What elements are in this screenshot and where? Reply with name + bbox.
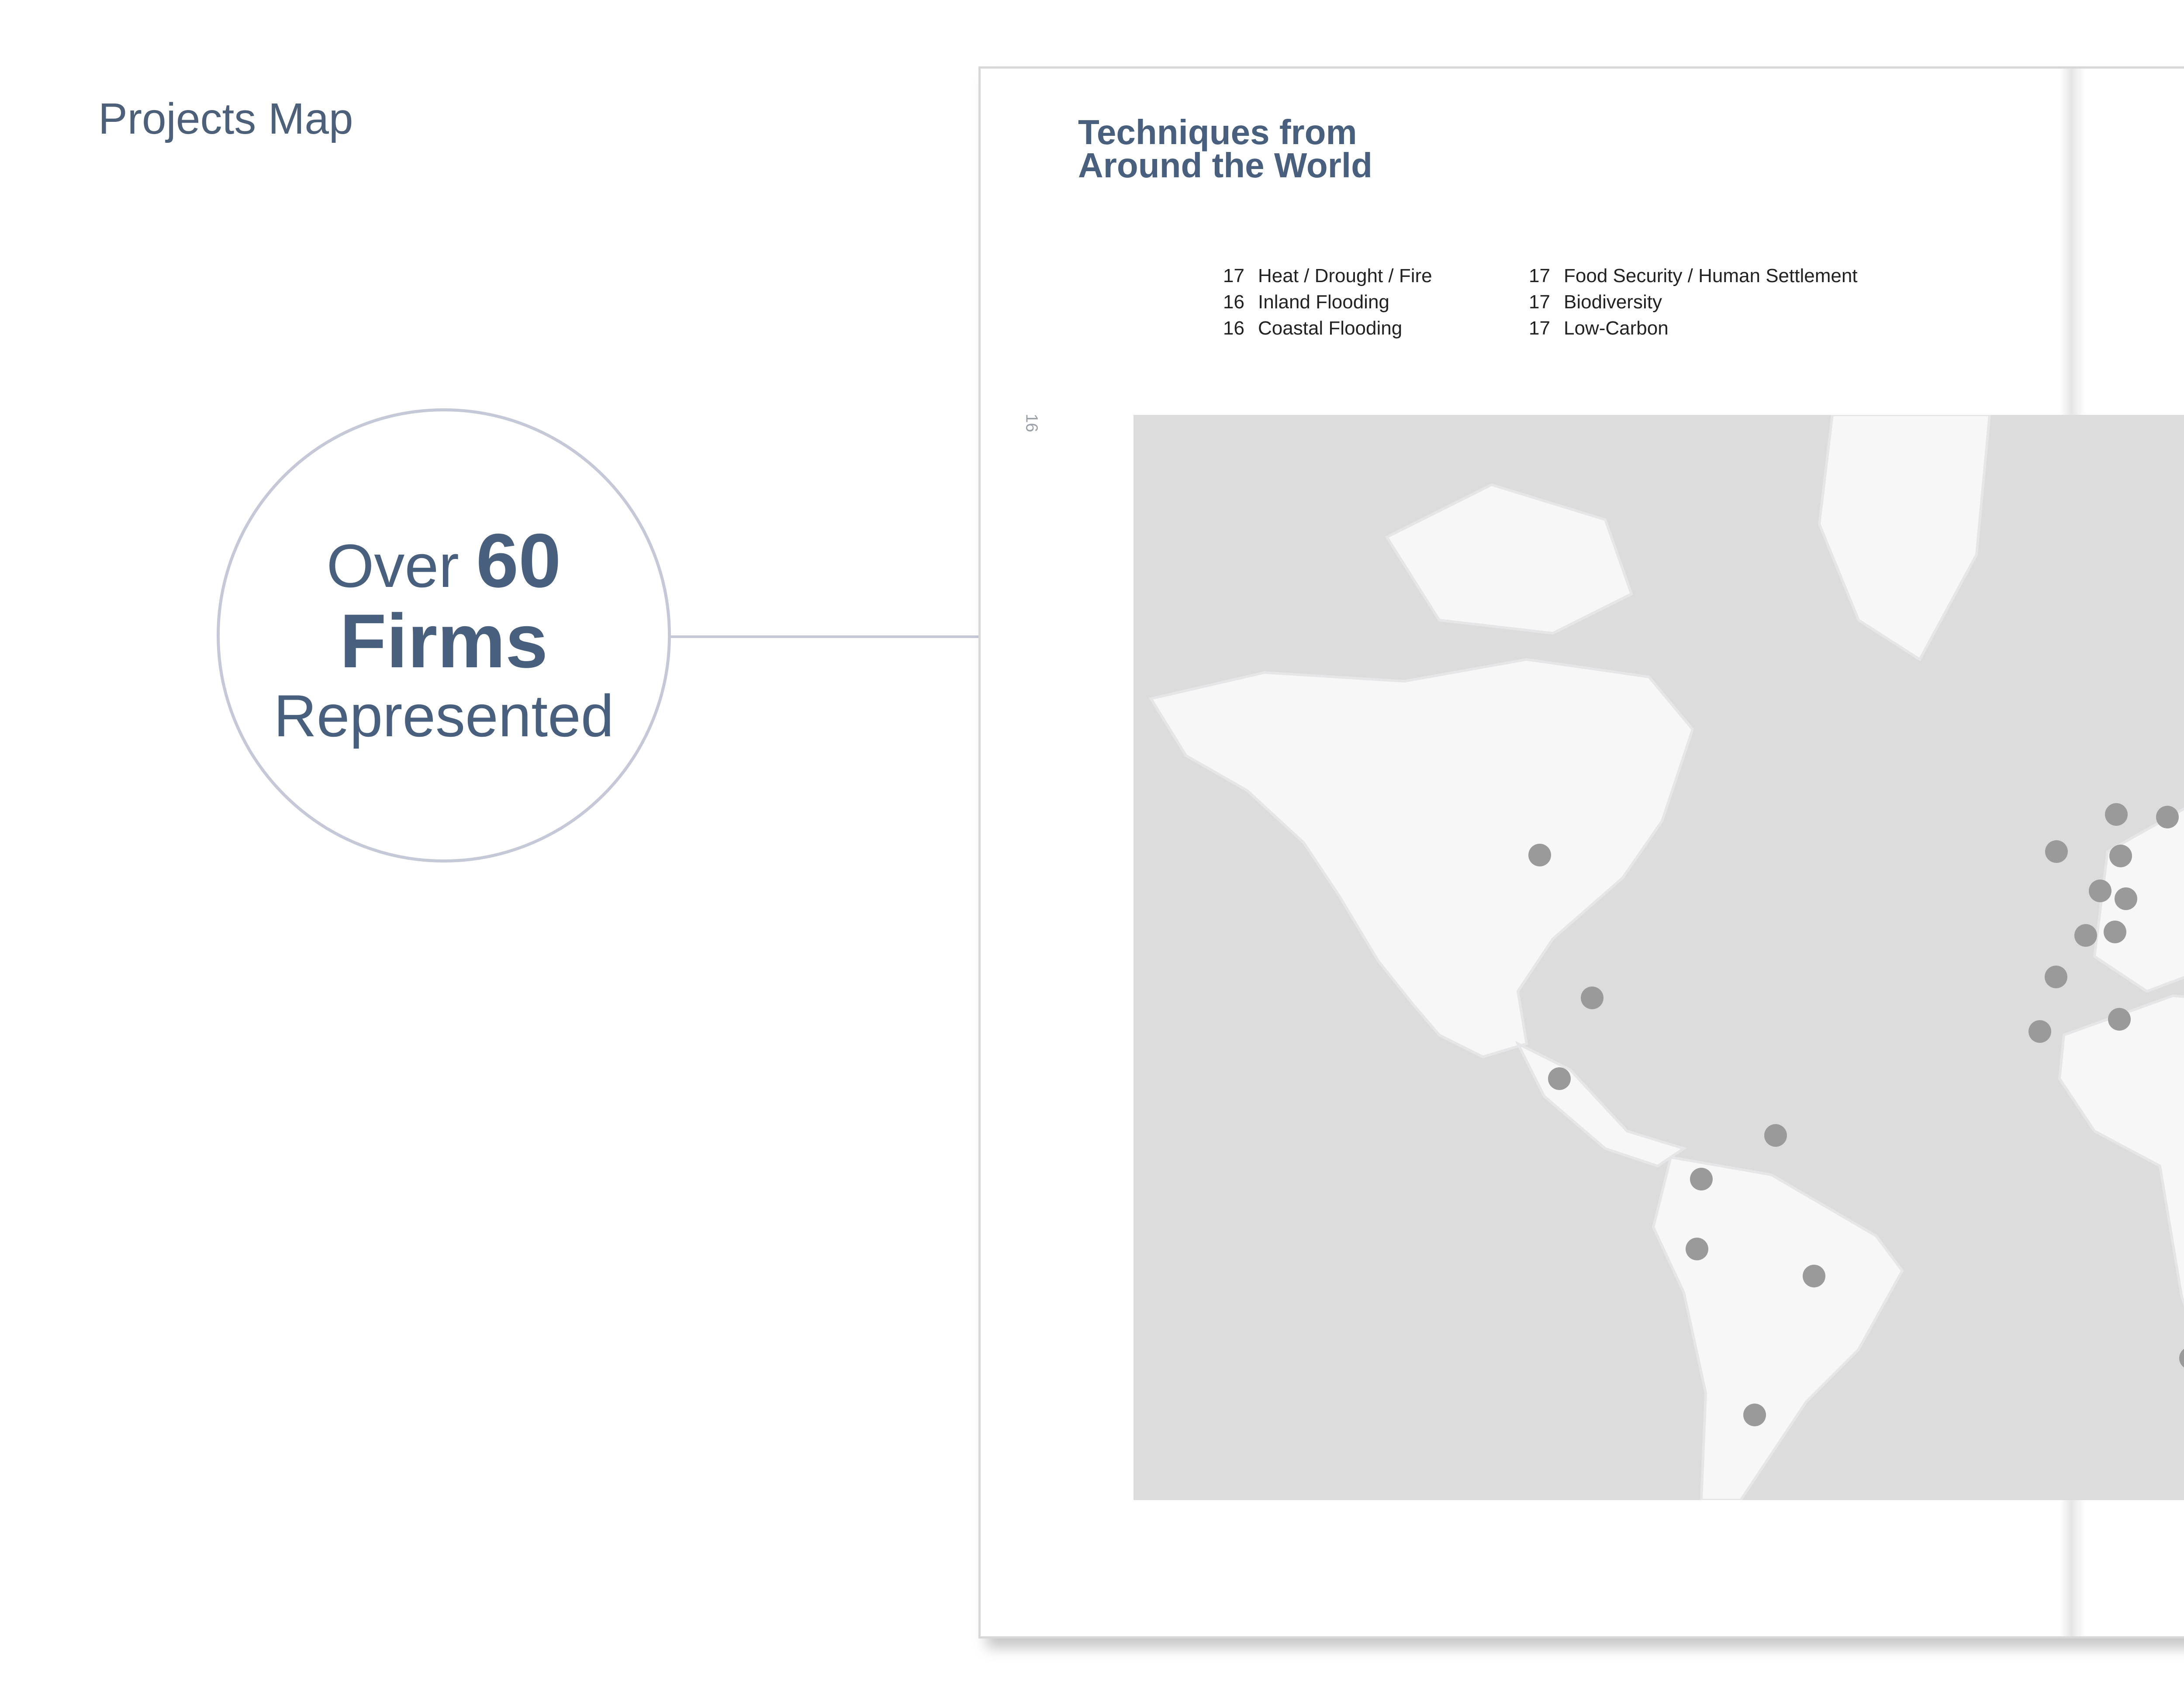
callout-represented: Represented — [273, 682, 614, 749]
page-title: Projects Map — [98, 94, 353, 143]
project-marker — [2089, 880, 2111, 902]
project-marker — [2104, 921, 2126, 943]
project-marker — [1548, 1067, 1571, 1090]
legend-item: 17 Biodiversity — [1529, 291, 1662, 313]
firms-callout-circle — [217, 408, 671, 862]
callout-connector-line — [671, 635, 1025, 638]
project-marker — [1803, 1265, 1825, 1287]
book-spread — [978, 66, 2184, 1639]
project-marker — [1581, 987, 1603, 1009]
africa — [2060, 996, 2184, 1406]
project-marker — [2105, 803, 2128, 826]
spread-title-line-2: Around the World — [1078, 146, 1372, 185]
greenland — [1819, 415, 1990, 659]
category-legend-right — [1529, 263, 1858, 342]
project-marker — [2179, 1347, 2184, 1370]
project-marker — [2156, 806, 2179, 828]
world-map — [1133, 415, 2184, 1500]
project-marker — [1528, 844, 1551, 866]
europe — [2094, 694, 2184, 991]
project-marker — [1764, 1124, 1787, 1147]
central-america — [1518, 1044, 1684, 1166]
callout-line-1 — [326, 518, 561, 604]
page-number-left: 16 — [1022, 414, 1041, 432]
project-marker — [1743, 1404, 1766, 1426]
project-marker — [2074, 924, 2097, 947]
world-map-graphic — [1133, 415, 2184, 1500]
project-marker — [2028, 1020, 2051, 1043]
legend-item: 17 Low-Carbon — [1529, 317, 1669, 339]
arctic-islands — [1387, 485, 1631, 633]
legend-item: 17 Food Security / Human Settlement — [1529, 265, 1858, 286]
legend-item: 16 Inland Flooding — [1223, 291, 1389, 313]
spread-title-line-1: Techniques from — [1078, 113, 1357, 152]
callout-count: 60 — [476, 518, 561, 604]
project-marker — [1686, 1238, 1708, 1260]
project-marker — [2045, 966, 2067, 988]
legend-item: 16 Coastal Flooding — [1223, 317, 1403, 339]
category-legend-left — [1223, 263, 1432, 342]
continents — [1151, 415, 2184, 1500]
project-marker — [2115, 887, 2137, 910]
project-marker — [1690, 1168, 1713, 1190]
project-marker — [2045, 840, 2068, 863]
legend-item: 17 Heat / Drought / Fire — [1223, 265, 1432, 286]
callout-firms: Firms — [339, 598, 548, 684]
spread-title — [1078, 113, 1372, 185]
callout-over: Over — [326, 531, 459, 600]
project-marker — [2109, 845, 2132, 867]
project-marker — [2108, 1008, 2131, 1031]
south-america — [1653, 1157, 1902, 1500]
north-america-landmass — [1151, 659, 1693, 1057]
